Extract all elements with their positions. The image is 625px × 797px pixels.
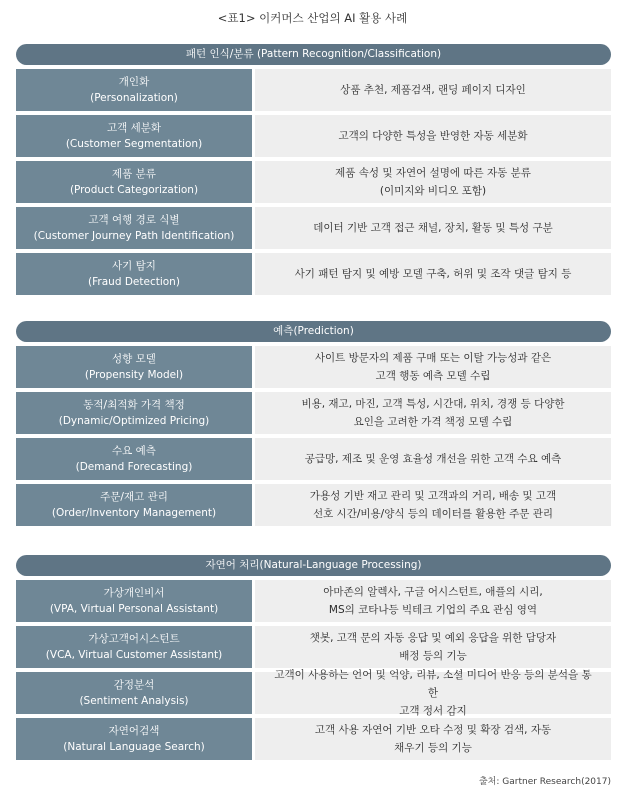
row-description bbox=[255, 161, 611, 203]
table-row bbox=[16, 207, 611, 249]
row-label-ko: 개인화 bbox=[118, 76, 150, 88]
row-description bbox=[255, 438, 611, 480]
section-header: 패턴 인식/분류 (Pattern Recognition/Classification) bbox=[16, 44, 611, 65]
row-description-text: 아마존의 알렉사, 구글 어시스턴트, 애플의 시리, MS의 코타나등 빅테크 기업의 주요 관심 영역 bbox=[323, 586, 543, 616]
row-label-ko: 동적/최적화 가격 책정 bbox=[83, 399, 185, 411]
row-description-text: 사이트 방문자의 제품 구매 또는 이탈 가능성과 같은 고객 행동 예측 모델 수립 bbox=[314, 352, 552, 382]
row-description-text: 사기 패턴 탐지 및 예방 모델 구축, 허위 및 조작 댓글 탐지 등 bbox=[294, 268, 572, 280]
row-label-en: (Customer Segmentation) bbox=[65, 138, 203, 150]
table-row bbox=[16, 346, 611, 388]
table-row bbox=[16, 580, 611, 622]
row-description bbox=[255, 207, 611, 249]
row-label-ko: 제품 분류 bbox=[112, 168, 156, 180]
row-label-ko: 고객 여행 경로 식별 bbox=[88, 214, 180, 226]
row-label-en: (Sentiment Analysis) bbox=[79, 695, 189, 707]
table-row bbox=[16, 626, 611, 668]
row-description bbox=[255, 253, 611, 295]
row-label-en: (Customer Journey Path Identification) bbox=[33, 230, 235, 242]
table-row bbox=[16, 718, 611, 760]
row-description bbox=[255, 626, 611, 668]
table-row bbox=[16, 484, 611, 526]
row-label bbox=[16, 438, 252, 480]
row-description bbox=[255, 580, 611, 622]
row-label-ko: 자연어검색 bbox=[108, 725, 160, 737]
row-description-text: 고객의 다양한 특성을 반영한 자동 세분화 bbox=[338, 130, 528, 142]
row-label-ko: 가상고객어시스턴트 bbox=[88, 633, 180, 645]
row-description-text: 공급망, 제조 및 운영 효율성 개선을 위한 고객 수요 예측 bbox=[304, 453, 562, 465]
row-description bbox=[255, 392, 611, 434]
row-description-text: 고객이 사용하는 언어 및 억양, 리뷰, 소셜 미디어 반응 등의 분석을 통한 고객 정서 감지 bbox=[274, 669, 592, 717]
table-row bbox=[16, 253, 611, 295]
row-description bbox=[255, 669, 611, 717]
row-label bbox=[16, 161, 252, 203]
section-prediction bbox=[16, 321, 611, 530]
row-label-ko: 사기 탐지 bbox=[112, 260, 156, 272]
row-label-en: (Demand Forecasting) bbox=[75, 461, 193, 473]
table-row bbox=[16, 115, 611, 157]
row-label-en: (VCA, Virtual Customer Assistant) bbox=[45, 649, 223, 661]
table-row bbox=[16, 69, 611, 111]
table-title: <표1> 이커머스 산업의 AI 활용 사례 bbox=[217, 11, 408, 25]
row-description-text: 가용성 기반 재고 관리 및 고객과의 거리, 배송 및 고객 선호 시간/비용/양식 등의 데이터를 활용한 주문 관리 bbox=[309, 490, 557, 520]
row-label bbox=[16, 672, 252, 714]
section-header: 자연어 처리(Natural-Language Processing) bbox=[16, 555, 611, 576]
row-label-en: (Natural Language Search) bbox=[63, 741, 205, 753]
row-description-text: 고객 사용 자연어 기반 오타 수정 및 확장 검색, 자동 채우기 등의 기능 bbox=[314, 724, 552, 754]
table-row bbox=[16, 669, 611, 717]
row-label-en: (Propensity Model) bbox=[84, 369, 184, 381]
row-label bbox=[16, 346, 252, 388]
row-description bbox=[255, 484, 611, 526]
row-label bbox=[16, 253, 252, 295]
row-label-ko: 수요 예측 bbox=[112, 445, 156, 457]
row-label bbox=[16, 69, 252, 111]
row-label bbox=[16, 115, 252, 157]
row-label-en: (Product Categorization) bbox=[69, 184, 199, 196]
row-description bbox=[255, 69, 611, 111]
section-nlp bbox=[16, 555, 611, 764]
row-label-en: (Order/Inventory Management) bbox=[51, 507, 217, 519]
row-label-ko: 주문/재고 관리 bbox=[100, 491, 168, 503]
row-label bbox=[16, 392, 252, 434]
row-description-text: 제품 속성 및 자연어 설명에 따른 자동 분류 (이미지와 비디오 포함) bbox=[335, 167, 531, 197]
row-description bbox=[255, 346, 611, 388]
row-description-text: 챗봇, 고객 문의 자동 응답 및 예외 응답을 위한 담당자 배정 등의 기능 bbox=[309, 632, 557, 662]
row-label-en: (Fraud Detection) bbox=[88, 276, 180, 288]
row-description-text: 비용, 재고, 마진, 고객 특성, 시간대, 위치, 경쟁 등 다양한 요인을 고려한 가격 책정 모델 수립 bbox=[301, 398, 565, 428]
row-label-en: (Dynamic/Optimized Pricing) bbox=[58, 415, 210, 427]
row-label-ko: 성향 모델 bbox=[112, 353, 156, 365]
row-label-en: (VPA, Virtual Personal Assistant) bbox=[49, 603, 219, 615]
source-note: 출처: Gartner Research(2017) bbox=[478, 777, 611, 787]
section-header: 예측(Prediction) bbox=[16, 321, 611, 342]
section-pattern-recognition bbox=[16, 44, 611, 299]
table-row bbox=[16, 161, 611, 203]
row-label-ko: 감정분석 bbox=[113, 679, 155, 691]
row-label bbox=[16, 718, 252, 760]
table-row bbox=[16, 438, 611, 480]
row-label bbox=[16, 580, 252, 622]
row-label-ko: 고객 세분화 bbox=[106, 122, 162, 134]
row-label bbox=[16, 484, 252, 526]
row-description-text: 데이터 기반 고객 접근 채널, 장치, 활동 및 특성 구분 bbox=[313, 222, 553, 234]
row-description-text: 상품 추천, 제품검색, 랜딩 페이지 디자인 bbox=[340, 84, 526, 96]
row-label-ko: 가상개인비서 bbox=[103, 587, 165, 599]
table-row bbox=[16, 392, 611, 434]
row-label bbox=[16, 207, 252, 249]
row-description bbox=[255, 718, 611, 760]
row-label-en: (Personalization) bbox=[90, 92, 178, 104]
row-label bbox=[16, 626, 252, 668]
row-description bbox=[255, 115, 611, 157]
